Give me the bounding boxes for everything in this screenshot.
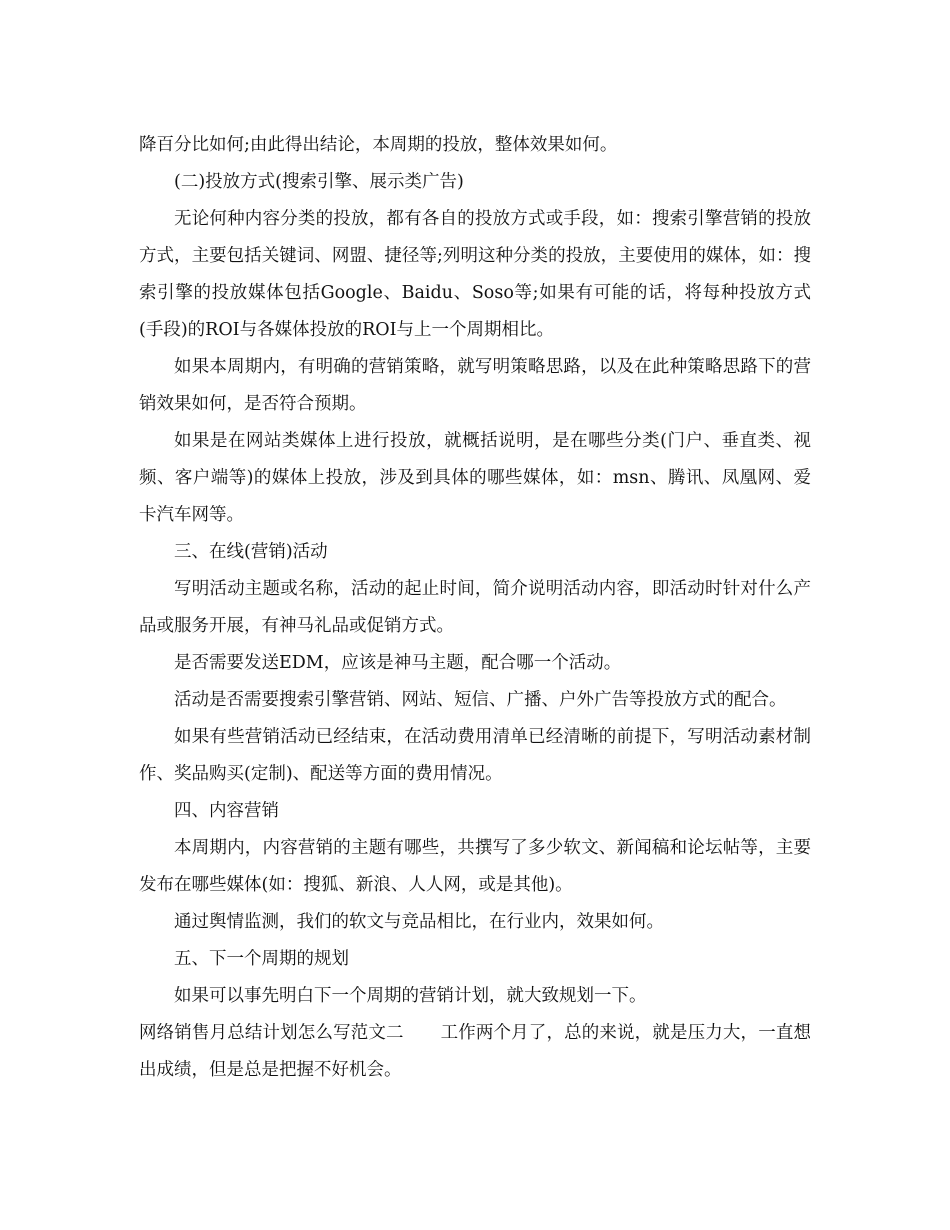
article-opening-text: 工作两个月了，总的来说，就是压力大，一直想出成绩，但是总是把握不好机会。 [139,1023,811,1080]
paragraph: 是否需要发送EDM，应该是神马主题，配合哪一个活动。 [174,653,622,673]
section-heading: 五、下一个周期的规划 [174,949,349,969]
paragraph: 降百分比如何;由此得出结论，本周期的投放，整体效果如何。 [139,135,618,155]
section-heading: 四、内容营销 [174,801,279,821]
document-body [139,127,811,1089]
paragraph: 无论何种内容分类的投放，都有各自的投放方式或手段，如：搜索引擎营销的投放方式，主要包括关键词、网盟、捷径等;列明这种分类的投放，主要使用的媒体，如：搜索引擎的投放媒体包括Google、Baidu、Soso等;如果有可能的话，将每种投放方式(手段)的ROI与各媒体投放的ROI与上一个周期相比。 [139,209,811,340]
section-heading: 三、在线(营销)活动 [174,542,328,562]
article-title: 网络销售月总结计划怎么写范文二 [139,1023,404,1043]
paragraph: 活动是否需要搜索引擎营销、网站、短信、广播、户外广告等投放方式的配合。 [174,690,787,710]
paragraph: 如果本周期内，有明确的营销策略，就写明策略思路，以及在此种策略思路下的营销效果如何，是否符合预期。 [139,357,811,414]
paragraph: 如果是在网站类媒体上进行投放，就概括说明，是在哪些分类(门户、垂直类、视频、客户端等)的媒体上投放，涉及到具体的哪些媒体，如：msn、腾讯、凤凰网、爱卡汽车网等。 [139,431,811,525]
paragraph: 如果可以事先明白下一个周期的营销计划，就大致规划一下。 [174,986,647,1006]
paragraph: 本周期内，内容营销的主题有哪些，共撰写了多少软文、新闻稿和论坛帖等，主要发布在哪些媒体(如：搜狐、新浪、人人网，或是其他)。 [139,838,811,895]
paragraph: 通过舆情监测，我们的软文与竞品相比，在行业内，效果如何。 [174,912,664,932]
paragraph: 如果有些营销活动已经结束，在活动费用清单已经清晰的前提下，写明活动素材制作、奖品购买(定制)、配送等方面的费用情况。 [139,727,811,784]
final-paragraph [139,1015,811,1089]
section-heading: (二)投放方式(搜索引擎、展示类广告) [174,172,464,192]
paragraph: 写明活动主题或名称，活动的起止时间，简介说明活动内容，即活动时针对什么产品或服务开展，有神马礼品或促销方式。 [139,579,811,636]
